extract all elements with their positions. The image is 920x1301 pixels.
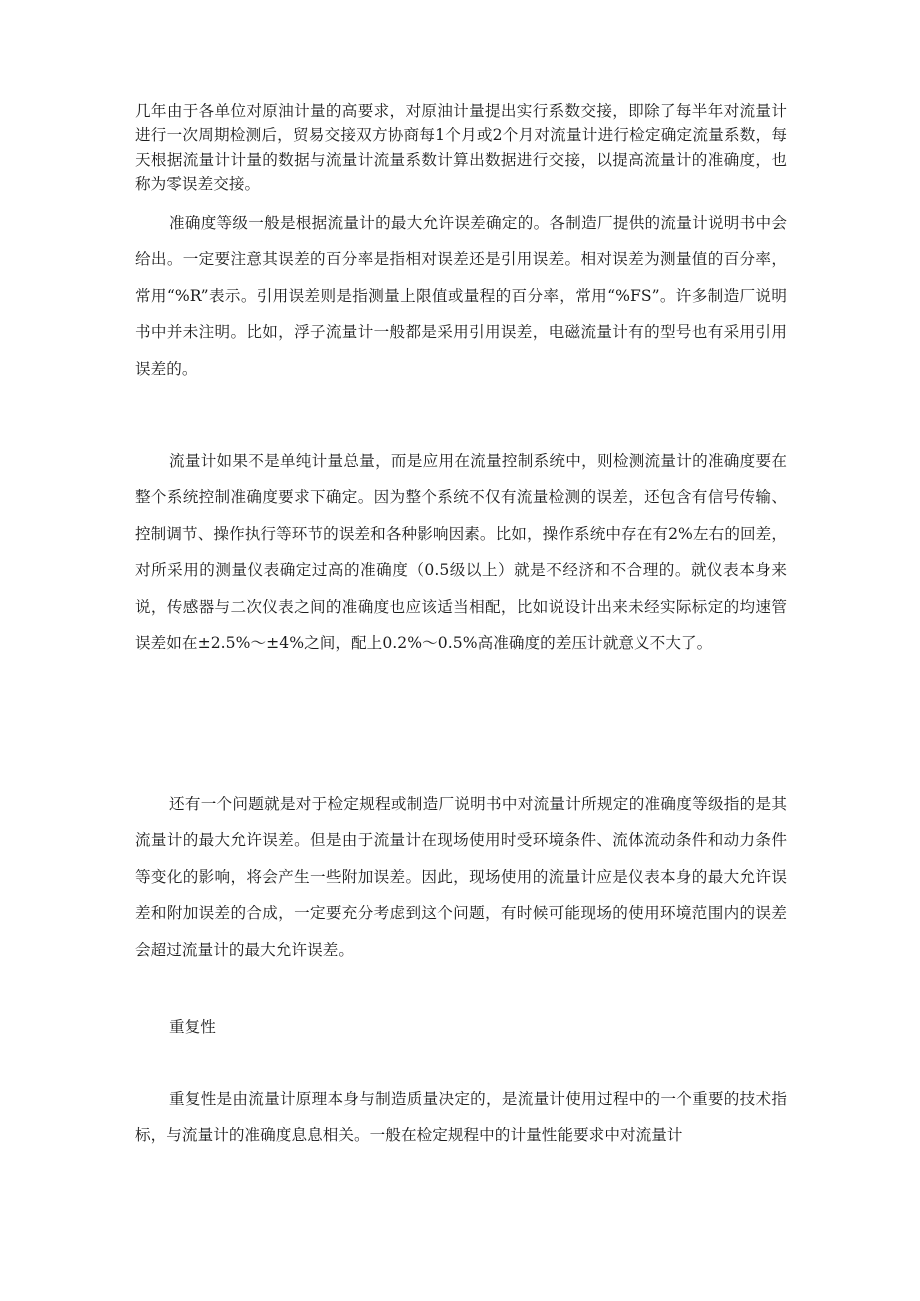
paragraph-accuracy-grade: 准确度等级一般是根据流量计的最大允许误差确定的。各制造厂提供的流量计说明书中会给出。一定要注意其误差的百分率是指相对误差还是引用误差。相对误差为测量值的百分率，常用“%R”表示。引用误差则是指测量上限值或量程的百分率，常用“%FS”。许多制造厂说明书中并未注明。比如，浮子流量计一般都是采用引用误差，电磁流量计有的型号也有采用引用误差的。 [135, 214, 787, 378]
paragraph-zero-error-handover: 几年由于各单位对原油计量的高要求，对原油计量提出实行系数交接，即除了每半年对流量计进行一次周期检测后，贸易交接双方协商每1个月或2个月对流量计进行检定确定流量系数，每天根据流量计计量的数据与流量计流量系数计算出数据进行交接，以提高流量计的准确度，也称为零误差交接。 [135, 102, 787, 193]
paragraph-repeatability: 重复性是由流量计原理本身与制造质量决定的，是流量计使用过程中的一个重要的技术指标，与流量计的准确度息息相关。一般在检定规程中的计量性能要求中对流量计 [135, 1090, 787, 1145]
paragraph-additional-error: 还有一个问题就是对于检定规程或制造厂说明书中对流量计所规定的准确度等级指的是其流量计的最大允许误差。但是由于流量计在现场使用时受环境条件、流体流动条件和动力条件等变化的影响，将会产生一些附加误差。因此，现场使用的流量计应是仪表本身的最大允许误差和附加误差的合成，一定要充分考虑到这个问题，有时候可能现场的使用环境范围内的误差会超过流量计的最大允许误差。 [135, 795, 787, 959]
paragraph-control-system-accuracy: 流量计如果不是单纯计量总量，而是应用在流量控制系统中，则检测流量计的准确度要在整个系统控制准确度要求下确定。因为整个系统不仅有流量检测的误差，还包含有信号传输、控制调节、操作执行等环节的误差和各种影响因素。比如，操作系统中存在有2%左右的回差，对所采用的测量仪表确定过高的准确度（0.5级以上）就是不经济和不合理的。就仪表本身来说，传感器与二次仪表之间的准确度也应该适当相配，比如说设计出来未经实际标定的均速管误差如在±2.5%～±4%之间，配上0.2%～0.5%高准确度的差压计就意义不大了。 [135, 452, 787, 653]
section-heading-repeatability: 重复性 [169, 1018, 216, 1036]
